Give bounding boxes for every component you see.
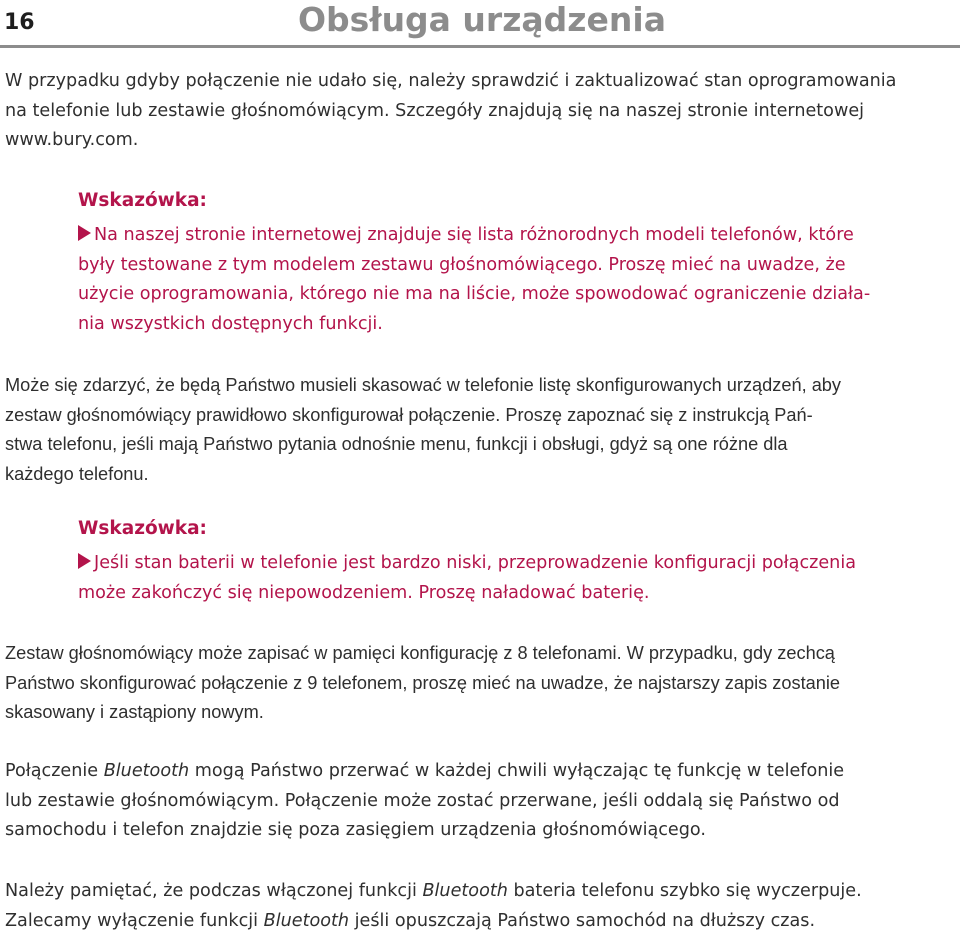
memory-line: Zestaw głośnomówiący może zapisać w pamięci konfigurację z 8 telefonami. W przypadku, gdy zechcą	[5, 639, 960, 669]
text-run: Zalecamy wyłączenie funkcji	[5, 911, 264, 931]
tip-line	[78, 549, 958, 579]
text-run: Należy pamiętać, że podczas włączonej funkcji	[5, 881, 422, 901]
intro-line: W przypadku gdyby połączenie nie udało się, należy sprawdzić i zaktualizować stan oprogramowania	[5, 67, 960, 97]
disconnect-paragraph	[5, 757, 960, 846]
reset-line: zestaw głośnomówiący prawidłowo skonfigurował połączenie. Proszę zapoznać się z instrukcją Pań-	[5, 401, 960, 431]
tip-label: Wskazówka:	[78, 518, 207, 539]
battery-paragraph	[5, 877, 960, 936]
header-rule	[0, 45, 960, 48]
bluetooth-term: Bluetooth	[104, 761, 189, 781]
memory-line: Państwo skonfigurować połączenie z 9 telefonem, proszę mieć na uwadze, że najstarszy zapis zostanie	[5, 669, 960, 699]
reset-line: Może się zdarzyć, że będą Państwo musieli skasować w telefonie listę skonfigurowanych urządzeń, aby	[5, 371, 960, 401]
disconnect-line: lub zestawie głośnomówiącym. Połączenie może zostać przerwane, jeśli oddalą się Państwo od	[5, 787, 960, 817]
memory-line: skasowany i zastąpiony nowym.	[5, 698, 960, 728]
page-title: Obsługa urządzenia	[298, 0, 666, 39]
text-run: bateria telefonu szybko się wyczerpuje.	[508, 881, 862, 901]
memory-paragraph	[5, 639, 960, 728]
tip-line	[78, 221, 958, 251]
triangle-arrow-icon	[78, 225, 91, 241]
tip-line: użycie oprogramowania, którego nie ma na liście, może spowodować ograniczenie działa-	[78, 280, 958, 310]
reset-paragraph	[5, 371, 960, 489]
tip-compatibility	[78, 221, 958, 339]
tip-text: Na naszej stronie internetowej znajduje się lista różnorodnych modeli telefonów, które	[94, 225, 854, 245]
text-run: jeśli opuszczają Państwo samochód na dłuższy czas.	[349, 911, 815, 931]
tip-line: nia wszystkich dostępnych funkcji.	[78, 310, 958, 340]
disconnect-line	[5, 757, 960, 787]
page-header	[0, 0, 960, 50]
bluetooth-term: Bluetooth	[264, 911, 349, 931]
page-number: 16	[4, 10, 35, 35]
intro-paragraph	[5, 67, 960, 156]
tip-label: Wskazówka:	[78, 190, 207, 211]
tip-text: Jeśli stan baterii w telefonie jest bardzo niski, przeprowadzenie konfiguracji połączenia	[94, 553, 856, 573]
intro-line: na telefonie lub zestawie głośnomówiącym. Szczegóły znajdują się na naszej stronie internetowej	[5, 97, 960, 127]
bluetooth-term: Bluetooth	[422, 881, 507, 901]
text-run: mogą Państwo przerwać w każdej chwili wyłączając tę funkcję w telefonie	[189, 761, 844, 781]
battery-line	[5, 877, 960, 907]
tip-battery	[78, 549, 958, 608]
battery-line	[5, 907, 960, 936]
tip-line: były testowane z tym modelem zestawu głośnomówiącego. Proszę mieć na uwadze, że	[78, 251, 958, 281]
disconnect-line: samochodu i telefon znajdzie się poza zasięgiem urządzenia głośnomówiącego.	[5, 816, 960, 846]
tip-line: może zakończyć się niepowodzeniem. Proszę naładować baterię.	[78, 579, 958, 609]
reset-line: stwa telefonu, jeśli mają Państwo pytania odnośnie menu, funkcji i obsługi, gdyż są one różne dla	[5, 430, 960, 460]
triangle-arrow-icon	[78, 553, 91, 569]
text-run: Połączenie	[5, 761, 104, 781]
intro-line: www.bury.com.	[5, 126, 960, 156]
reset-line: każdego telefonu.	[5, 460, 960, 490]
